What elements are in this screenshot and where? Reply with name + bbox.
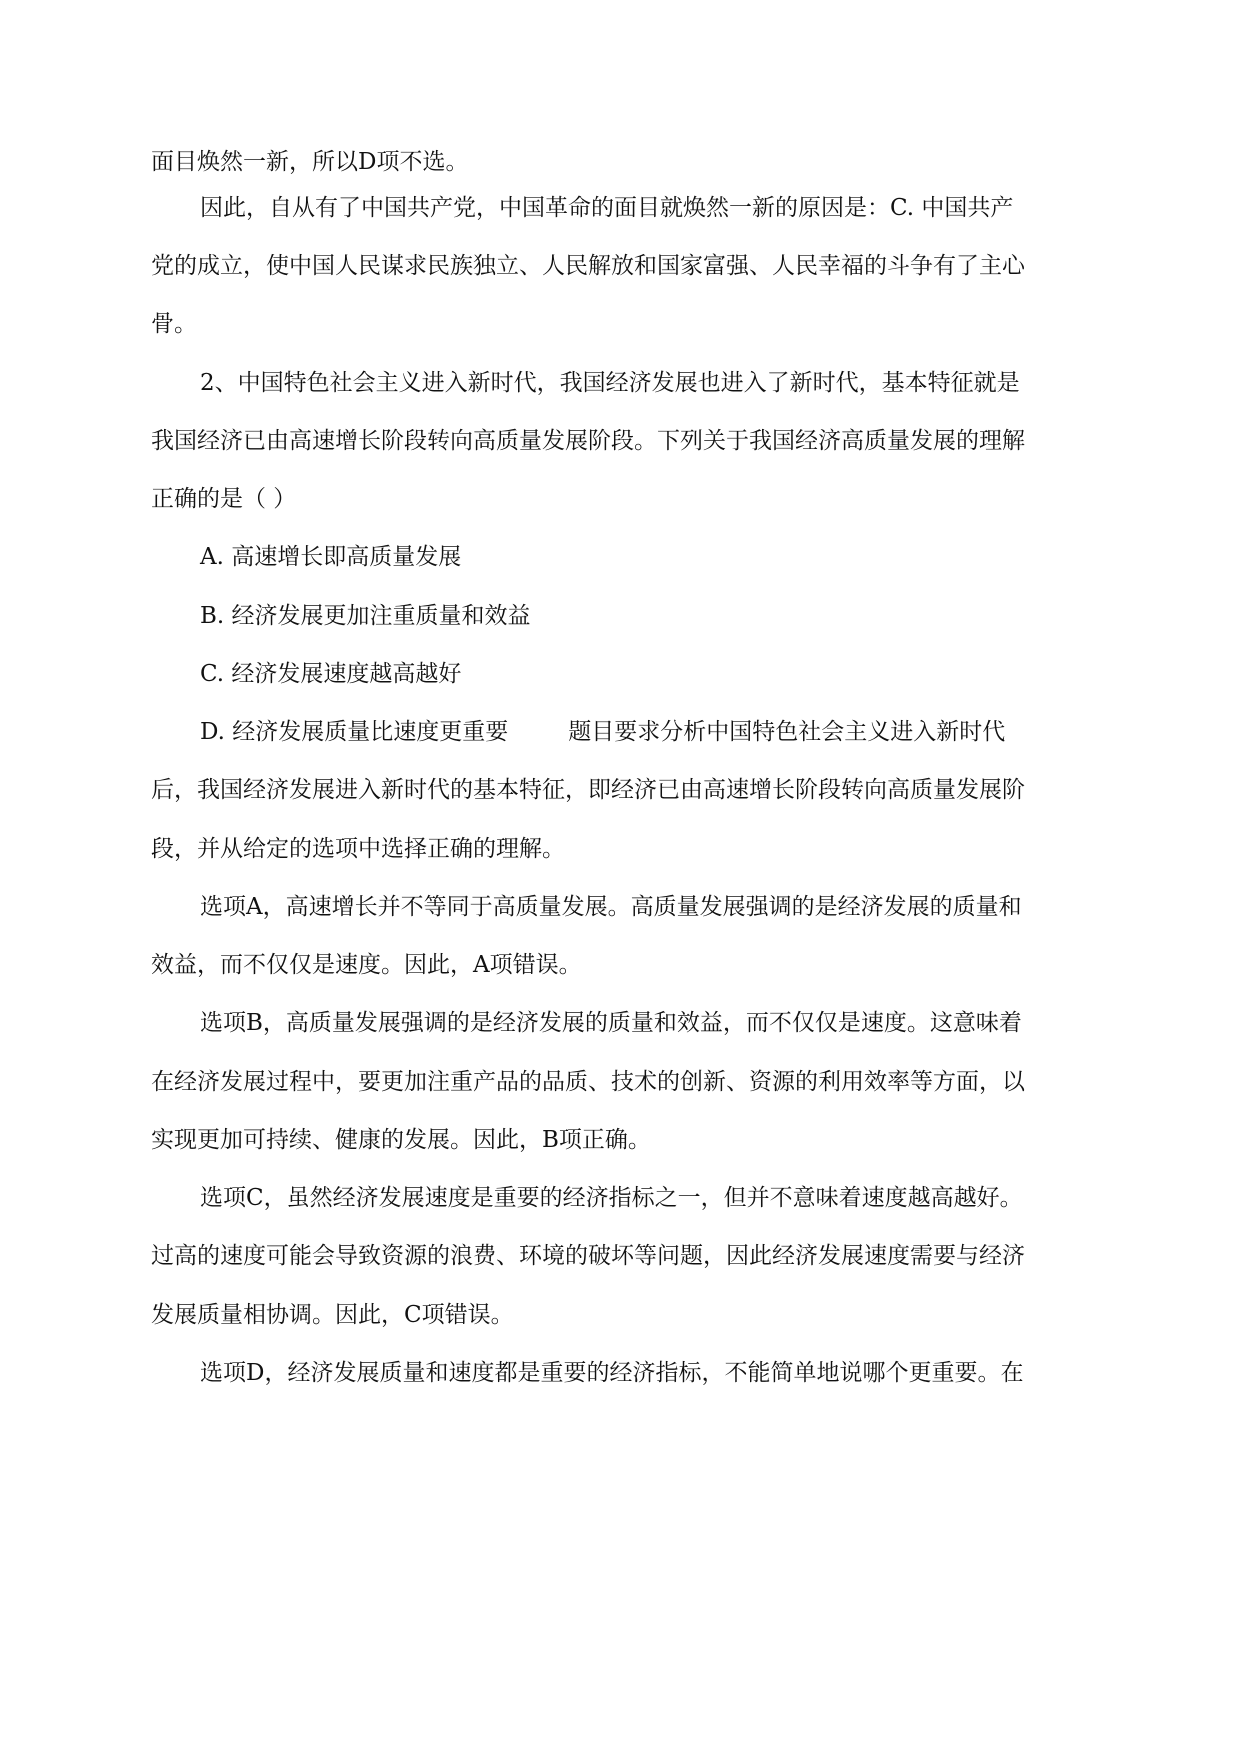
text-line: 在经济发展过程中，要更加注重产品的品质、技术的创新、资源的利用效率等方面，以 bbox=[151, 1069, 1025, 1095]
text-line: 段，并从给定的选项中选择正确的理解。 bbox=[151, 836, 565, 862]
text-line: 过高的速度可能会导致资源的浪费、环境的破坏等问题，因此经济发展速度需要与经济 bbox=[151, 1243, 1025, 1269]
text-line: 选项D，经济发展质量和速度都是重要的经济指标，不能简单地说哪个更重要。在 bbox=[200, 1360, 1024, 1386]
option-b: B. 经济发展更加注重质量和效益 bbox=[200, 603, 531, 629]
option-d-line bbox=[200, 712, 1005, 752]
text-line: 选项B，高质量发展强调的是经济发展的质量和效益，而不仅仅是速度。这意味着 bbox=[200, 1010, 1022, 1036]
option-c: C. 经济发展速度越高越好 bbox=[200, 661, 462, 687]
question-text-line: 我国经济已由高速增长阶段转向高质量发展阶段。下列关于我国经济高质量发展的理解 bbox=[151, 428, 1025, 454]
question-text-line: 2、中国特色社会主义进入新时代，我国经济发展也进入了新时代，基本特征就是 bbox=[200, 370, 1020, 396]
text-line: 效益，而不仅仅是速度。因此，A项错误。 bbox=[151, 952, 582, 978]
text-line: 因此，自从有了中国共产党，中国革命的面目就焕然一新的原因是：C. 中国共产 bbox=[200, 195, 1014, 221]
text-line: 选项A，高速增长并不等同于高质量发展。高质量发展强调的是经济发展的质量和 bbox=[200, 894, 1022, 920]
option-d: D. 经济发展质量比速度更重要 bbox=[200, 719, 509, 745]
text-line: 党的成立，使中国人民谋求民族独立、人民解放和国家富强、人民幸福的斗争有了主心 bbox=[151, 253, 1025, 279]
analysis-start: 题目要求分析中国特色社会主义进入新时代 bbox=[568, 719, 1006, 745]
text-line: 选项C，虽然经济发展速度是重要的经济指标之一，但并不意味着速度越高越好。 bbox=[200, 1185, 1023, 1211]
text-line: 骨。 bbox=[151, 311, 197, 337]
option-a: A. 高速增长即高质量发展 bbox=[200, 544, 462, 570]
text-line: 发展质量相协调。因此，C项错误。 bbox=[151, 1302, 514, 1328]
text-line: 面目焕然一新，所以D项不选。 bbox=[151, 149, 469, 175]
text-line: 实现更加可持续、健康的发展。因此，B项正确。 bbox=[151, 1127, 651, 1153]
text-line: 后，我国经济发展进入新时代的基本特征，即经济已由高速增长阶段转向高质量发展阶 bbox=[151, 777, 1025, 803]
question-text-line: 正确的是（ ） bbox=[151, 486, 297, 512]
